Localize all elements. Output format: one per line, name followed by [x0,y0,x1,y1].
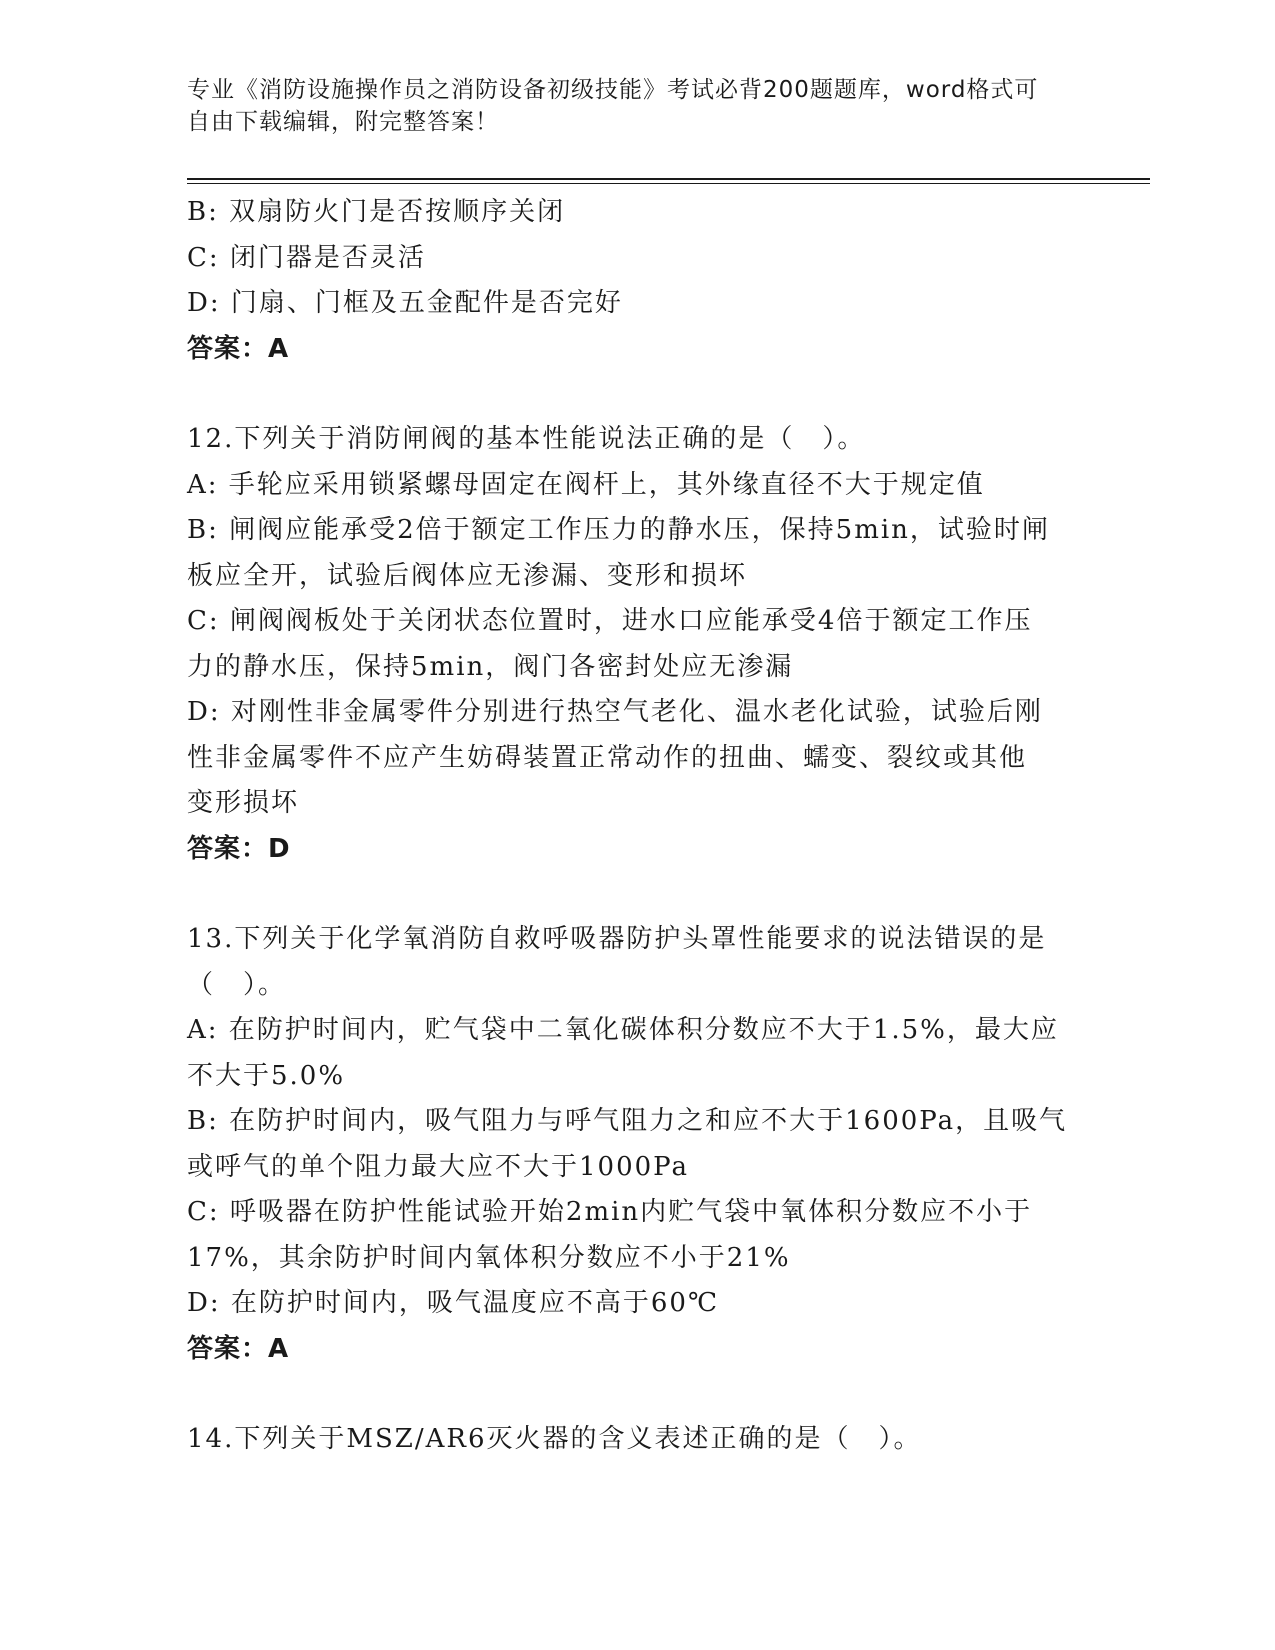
option-c: C: 闭门器是否灵活 [187,242,426,273]
answer: 答案：D [187,833,291,864]
header-line-2: 自由下载编辑，附完整答案！ [187,109,499,135]
spacer [187,1372,1077,1417]
spacer [187,372,1077,417]
option-b-line-1: B: 在防护时间内，吸气阻力与呼气阻力之和应不大于1600Pa，且吸气 [187,1106,1068,1136]
question-13 [187,917,1077,1372]
option-c-line-1: C: 闸阀阀板处于关闭状态位置时，进水口应能承受4倍于额定工作压 [187,606,1033,636]
option-d-line-1: D: 对刚性非金属零件分别进行热空气老化、温水老化试验，试验后刚 [187,697,1043,727]
option-c-line-2: 力的静水压，保持5min，阀门各密封处应无渗漏 [187,651,794,682]
spacer [187,872,1077,917]
answer: 答案：A [187,1333,290,1364]
option-d-line-2: 性非金属零件不应产生妨碍装置正常动作的扭曲、蠕变、裂纹或其他 [187,742,1028,773]
option-a-line-2: 不大于5.0% [187,1060,346,1091]
option-b-line-2: 或呼气的单个阻力最大应不大于1000Pa [187,1151,689,1182]
document-body [187,190,1077,1463]
question-text: 12.下列关于消防闸阀的基本性能说法正确的是（ ）。 [187,424,866,454]
option-b: B: 双扇防火门是否按顺序关闭 [187,197,566,227]
option-b-line-1: B: 闸阀应能承受2倍于额定工作压力的静水压，保持5min，试验时闸 [187,515,1050,545]
option-c-line-1: C: 呼吸器在防护性能试验开始2min内贮气袋中氧体积分数应不小于 [187,1197,1033,1227]
option-c-line-2: 17%，其余防护时间内氧体积分数应不小于21% [187,1242,791,1273]
option-a-line-1: A: 在防护时间内，贮气袋中二氧化碳体积分数应不大于1.5%，最大应 [187,1015,1059,1045]
question-11 [187,190,1077,372]
option-d: D: 门扇、门框及五金配件是否完好 [187,288,623,318]
header-line-1: 专业《消防设施操作员之消防设备初级技能》考试必背200题题库，word格式可 [187,77,1039,103]
question-text: 14.下列关于MSZ/AR6灭火器的含义表述正确的是（ ）。 [187,1424,922,1454]
question-12 [187,417,1077,872]
answer: 答案：A [187,333,290,364]
option-d-line-3: 变形损坏 [187,788,300,818]
question-text-line-2: （ ）。 [187,969,287,1000]
header-rule-thin [187,183,1150,184]
option-a: A: 手轮应采用锁紧螺母固定在阀杆上，其外缘直径不大于规定值 [187,469,985,500]
option-b-line-2: 板应全开，试验后阀体应无渗漏、变形和损坏 [187,560,748,591]
question-text-line-1: 13.下列关于化学氧消防自救呼吸器防护头罩性能要求的说法错误的是 [187,924,1047,954]
document-header [187,74,1067,138]
question-14 [187,1417,1077,1463]
header-rule-thick [187,178,1150,180]
option-d: D: 在防护时间内，吸气温度应不高于60℃ [187,1288,720,1318]
